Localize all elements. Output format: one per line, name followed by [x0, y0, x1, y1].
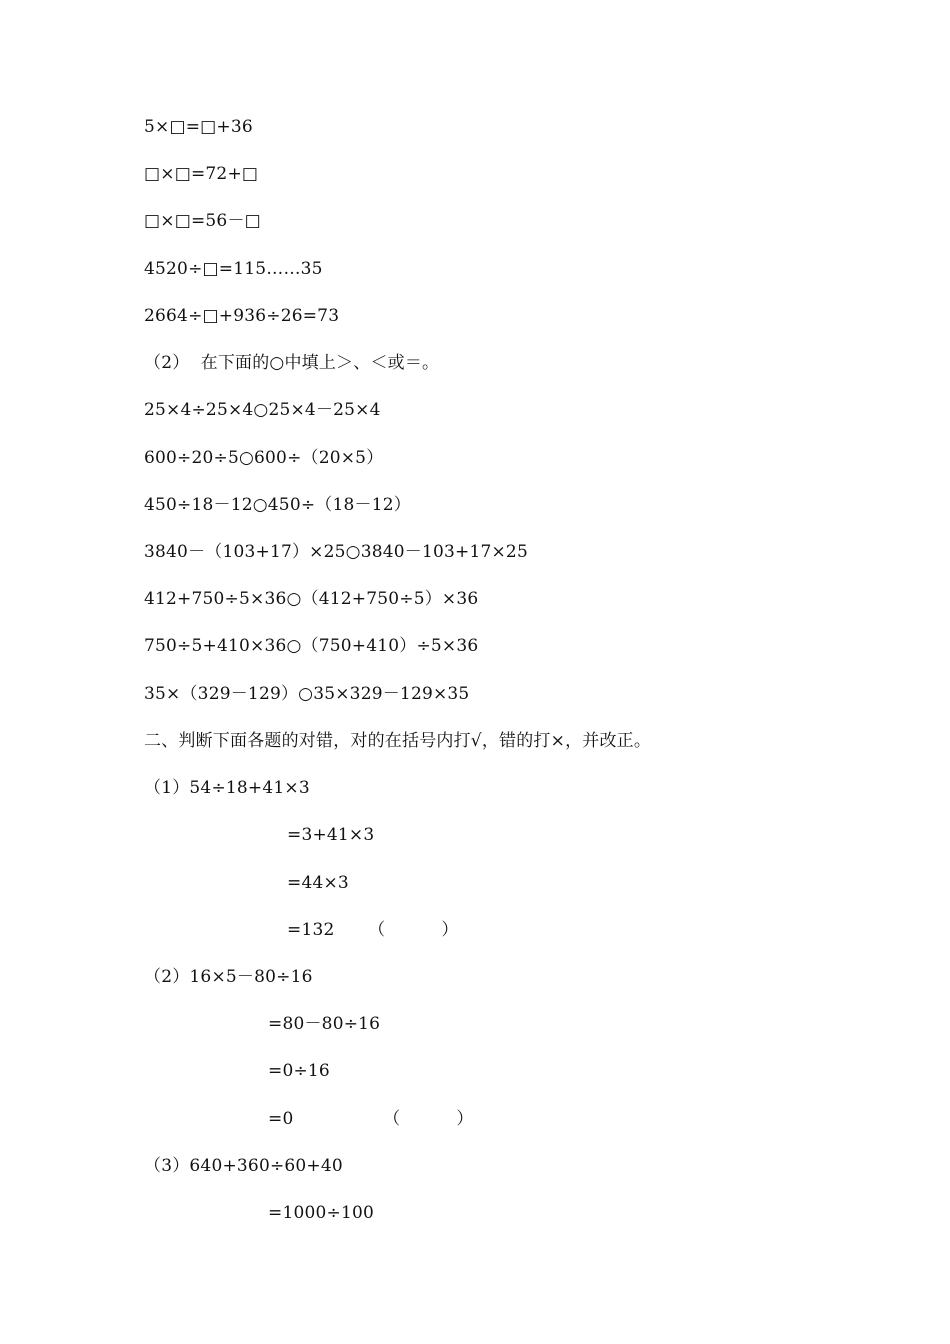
problem-3-step-1: =1000÷100 [268, 1203, 374, 1223]
compare-expression-5: 412+750÷5×36○（412+750÷5）×36 [144, 589, 479, 609]
blank-equation-2: □×□=72+□ [144, 164, 259, 184]
problem-2-expression: （2）16×5－80÷16 [144, 967, 313, 987]
problem-1-step-3: =132 （ ） [287, 920, 459, 940]
blank-equation-1: 5×□=□+36 [144, 117, 253, 137]
blank-equation-4: 4520÷□=115……35 [144, 259, 323, 279]
blank-equation-3: □×□=56－□ [144, 211, 261, 231]
section-heading-judge: 二、判断下面各题的对错，对的在括号内打√，错的打×，并改正。 [144, 731, 652, 751]
section-2-instruction: （2） 在下面的○中填上＞、＜或＝。 [144, 353, 440, 373]
problem-2-step-2: =0÷16 [268, 1061, 330, 1081]
compare-expression-2: 600÷20÷5○600÷（20×5） [144, 448, 384, 468]
problem-1-step-2: =44×3 [287, 873, 349, 893]
problem-1-step-1: =3+41×3 [287, 825, 375, 845]
compare-expression-3: 450÷18－12○450÷（18－12） [144, 495, 411, 515]
compare-expression-4: 3840－（103+17）×25○3840－103+17×25 [144, 542, 528, 562]
problem-2-step-1: =80－80÷16 [268, 1014, 381, 1034]
problem-2-step-3: =0 （ ） [268, 1109, 474, 1129]
problem-3-expression: （3）640+360÷60+40 [144, 1156, 343, 1176]
compare-expression-7: 35×（329－129）○35×329－129×35 [144, 684, 470, 704]
problem-1-expression: （1）54÷18+41×3 [144, 778, 310, 798]
blank-equation-5: 2664÷□+936÷26=73 [144, 306, 340, 326]
compare-expression-1: 25×4÷25×4○25×4－25×4 [144, 400, 381, 420]
compare-expression-6: 750÷5+410×36○（750+410）÷5×36 [144, 636, 479, 656]
